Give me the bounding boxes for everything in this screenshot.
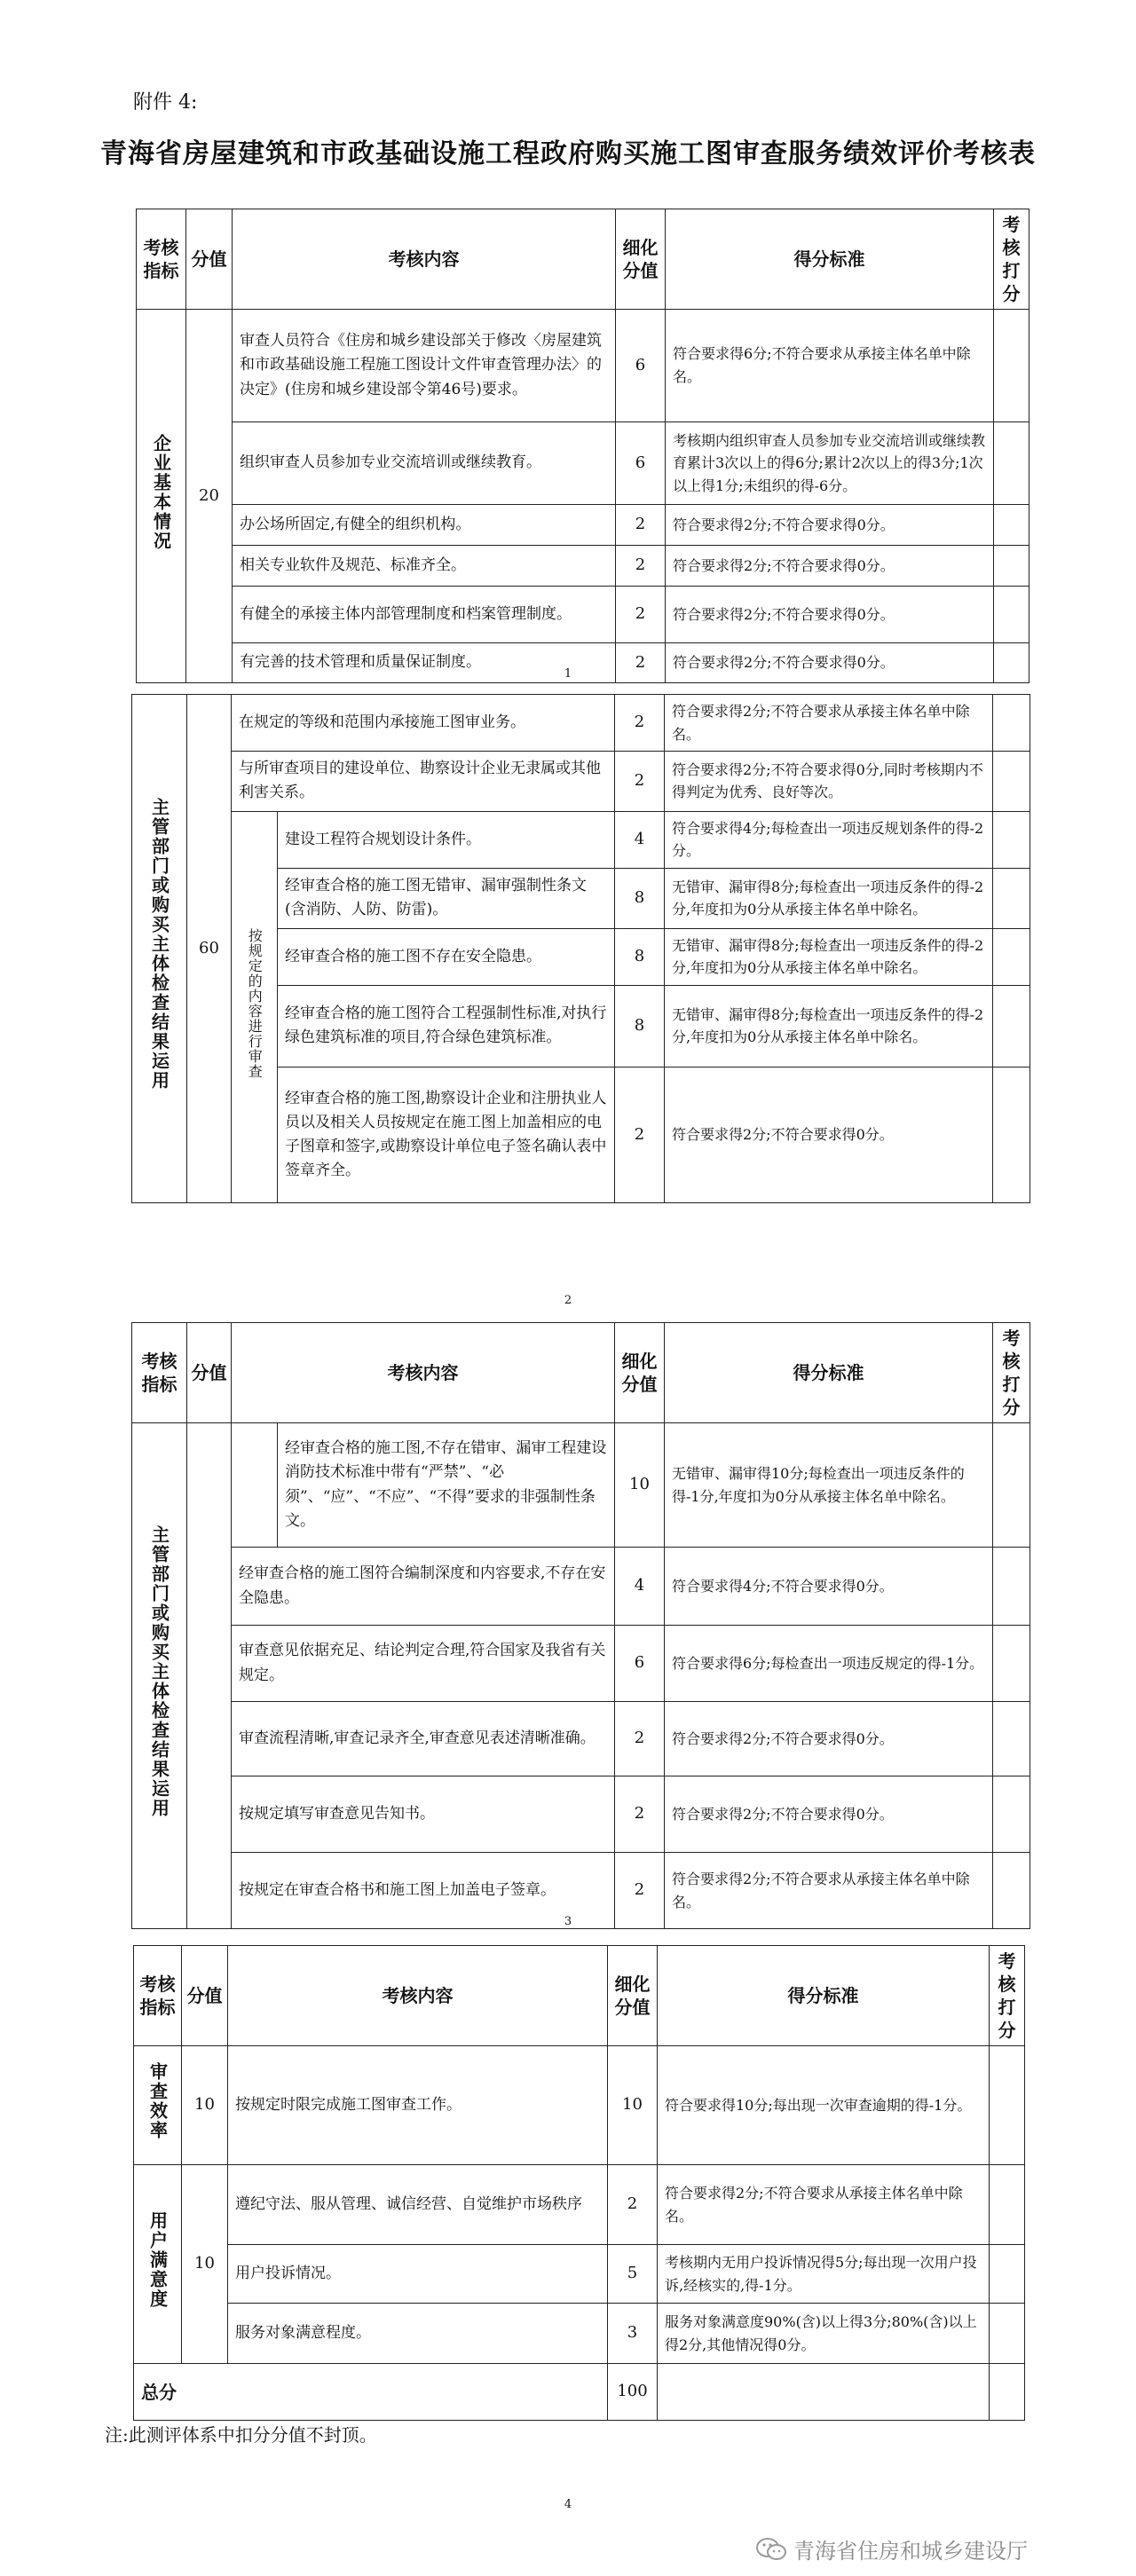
table-row: [137, 505, 1030, 546]
score-cell: 10: [182, 2165, 228, 2364]
criteria-cell: 无错审、漏审得8分;每检查出一项违反条件的得-2分,年度扣为0分从承接主体名单中除名。: [665, 928, 993, 985]
detail-score-cell: 2: [615, 1067, 665, 1202]
assess-score-cell[interactable]: [993, 1548, 1030, 1626]
indicator-cell: 主管部门或购买主体检查结果运用: [132, 1423, 187, 1929]
assess-score-cell[interactable]: [993, 752, 1030, 811]
content-cell: 遵纪守法、服从管理、诚信经营、自觉维护市场秩序: [228, 2165, 608, 2245]
detail-score-cell: 8: [615, 928, 665, 985]
header-score: 分值: [182, 1946, 228, 2046]
header-row: [137, 209, 1030, 310]
assess-score-cell[interactable]: [994, 587, 1030, 643]
table-row: [134, 2165, 1025, 2245]
content-cell: 按规定时限完成施工图审查工作。: [228, 2046, 608, 2165]
table-row: [132, 752, 1030, 811]
sub-indicator-cell: [232, 1423, 278, 1548]
table-row: [132, 1702, 1030, 1776]
criteria-cell: 符合要求得4分;每检查出一项违反规划条件的得-2分。: [665, 811, 993, 868]
assess-score-cell[interactable]: [993, 695, 1030, 752]
criteria-cell: 符合要求得6分;每检查出一项违反规定的得-1分。: [665, 1626, 993, 1702]
criteria-cell: 符合要求得2分;不符合要求得0分。: [666, 643, 994, 683]
content-cell: 审查人员符合《住房和城乡建设部关于修改〈房屋建筑和市政基础设施工程施工图设计文件审查管理办法〉的决定》(住房和城乡建设部令第46号)要求。: [233, 310, 616, 422]
header-detail-score: 细化分值: [608, 1946, 658, 2046]
header-content: 考核内容: [232, 1323, 615, 1423]
table-row: [137, 546, 1030, 587]
detail-score-cell: 2: [615, 1702, 665, 1776]
content-cell: 经审查合格的施工图,不存在错审、漏审工程建设消防技术标准中带有“严禁”、“必须”、“应”、“不应”、“不得”要求的非强制性条文。: [278, 1423, 615, 1548]
indicator-cell: 主管部门或购买主体检查结果运用: [132, 695, 187, 1203]
page-number: 1: [564, 667, 572, 681]
assess-score-cell[interactable]: [993, 1423, 1030, 1548]
detail-score-cell: 2: [616, 643, 666, 683]
total-criteria-cell: [658, 2364, 990, 2421]
content-cell: 用户投诉情况。: [228, 2245, 608, 2304]
page-number: 2: [564, 1294, 572, 1307]
header-assess-score: 考核打分: [990, 1946, 1025, 2046]
header-row: [132, 1323, 1030, 1423]
criteria-cell: 符合要求得4分;不符合要求得0分。: [665, 1548, 993, 1626]
detail-score-cell: 6: [616, 310, 666, 422]
criteria-cell: 无错审、漏审得10分;每检查出一项违反条件的得-1分,年度扣为0分从承接主体名单中除名。: [665, 1423, 993, 1548]
detail-score-cell: 2: [616, 505, 666, 546]
brand-name: 青海省住房和城乡建设厅: [793, 2539, 1028, 2564]
table-row: [134, 2304, 1025, 2364]
score-cell: [187, 1423, 232, 1929]
criteria-cell: 符合要求得2分;不符合要求从承接主体名单中除名。: [665, 1853, 993, 1929]
total-label: 总分: [134, 2364, 608, 2421]
total-assess-cell[interactable]: [990, 2364, 1025, 2421]
header-criteria: 得分标准: [665, 1323, 993, 1423]
detail-score-cell: 2: [615, 1853, 665, 1929]
content-cell: 组织审查人员参加专业交流培训或继续教育。: [233, 422, 616, 505]
criteria-cell: 考核期内无用户投诉情况得5分;每出现一次用户投诉,经核实的,得-1分。: [658, 2245, 990, 2304]
table-row: [137, 587, 1030, 643]
table-row: [134, 2245, 1025, 2304]
content-cell: 有健全的承接主体内部管理制度和档案管理制度。: [233, 587, 616, 643]
sub-indicator-cell: 按规定的内容进行审查: [232, 811, 278, 1202]
assess-score-cell[interactable]: [990, 2165, 1025, 2245]
header-content: 考核内容: [228, 1946, 608, 2046]
criteria-cell: 符合要求得6分;不符合要求从承接主体名单中除名。: [666, 310, 994, 422]
assess-score-cell[interactable]: [990, 2304, 1025, 2364]
detail-score-cell: 4: [615, 1548, 665, 1626]
indicator-cell: 审查效率: [134, 2046, 182, 2165]
page-number: 4: [564, 2498, 572, 2511]
assess-score-cell[interactable]: [993, 985, 1030, 1067]
header-indicator: 考核指标: [132, 1323, 187, 1423]
annex-label: 附件 4:: [133, 91, 198, 114]
table-row: [137, 310, 1030, 422]
header-detail-score: 细化分值: [616, 209, 666, 310]
criteria-cell: 符合要求得2分;不符合要求得0分。: [666, 587, 994, 643]
assess-score-cell[interactable]: [994, 310, 1030, 422]
content-cell: 经审查合格的施工图不存在安全隐患。: [278, 928, 615, 985]
criteria-cell: 符合要求得2分;不符合要求得0分。: [665, 1702, 993, 1776]
content-cell: 相关专业软件及规范、标准齐全。: [233, 546, 616, 587]
header-indicator: 考核指标: [137, 209, 186, 310]
footnote: 注:此测评体系中扣分分值不封顶。: [105, 2424, 377, 2446]
detail-score-cell: 8: [615, 868, 665, 928]
table-row: [134, 2046, 1025, 2165]
detail-score-cell: 2: [608, 2165, 658, 2245]
table-row: [132, 811, 1030, 868]
wechat-icon: [756, 2537, 786, 2562]
detail-score-cell: 4: [615, 811, 665, 868]
detail-score-cell: 5: [608, 2245, 658, 2304]
assess-score-cell[interactable]: [993, 1776, 1030, 1853]
assess-score-cell[interactable]: [994, 546, 1030, 587]
criteria-cell: 符合要求得10分;每出现一次审查逾期的得-1分。: [658, 2046, 990, 2165]
table-row: [137, 422, 1030, 505]
content-cell: 有完善的技术管理和质量保证制度。: [233, 643, 616, 683]
content-cell: 建设工程符合规划设计条件。: [278, 811, 615, 868]
content-cell: 在规定的等级和范围内承接施工图审业务。: [232, 695, 615, 752]
criteria-cell: 符合要求得2分;不符合要求得0分。: [665, 1776, 993, 1853]
document-title: 青海省房屋建筑和市政基础设施工程政府购买施工图审查服务绩效评价考核表: [100, 138, 1036, 169]
assess-score-cell[interactable]: [993, 868, 1030, 928]
criteria-cell: 符合要求得2分;不符合要求得0分。: [666, 505, 994, 546]
indicator-cell: 企业基本情况: [137, 310, 186, 683]
header-score: 分值: [187, 1323, 232, 1423]
watermark-brand: [756, 2533, 1028, 2564]
header-criteria: 得分标准: [658, 1946, 990, 2046]
detail-score-cell: 6: [615, 1626, 665, 1702]
table-row: [132, 1548, 1030, 1626]
content-cell: 经审查合格的施工图符合编制深度和内容要求,不存在安全隐患。: [232, 1548, 615, 1626]
assess-score-cell[interactable]: [994, 422, 1030, 505]
header-content: 考核内容: [233, 209, 616, 310]
content-cell: 与所审查项目的建设单位、勘察设计企业无隶属或其他利害关系。: [232, 752, 615, 811]
assess-score-cell[interactable]: [990, 2245, 1025, 2304]
detail-score-cell: 10: [615, 1423, 665, 1548]
assess-score-cell[interactable]: [994, 505, 1030, 546]
detail-score-cell: 2: [616, 587, 666, 643]
criteria-cell: 符合要求得2分;不符合要求得0分,同时考核期内不得判定为优秀、良好等次。: [665, 752, 993, 811]
table-page-3: [131, 1322, 1030, 1929]
detail-score-cell: 3: [608, 2304, 658, 2364]
indicator-cell: 用户满意度: [134, 2165, 182, 2364]
table-row: [132, 1626, 1030, 1702]
table-row: [132, 695, 1030, 752]
content-cell: 审查意见依据充足、结论判定合理,符合国家及我省有关规定。: [232, 1626, 615, 1702]
content-cell: 服务对象满意程度。: [228, 2304, 608, 2364]
content-cell: 审查流程清晰,审查记录齐全,审查意见表述清晰准确。: [232, 1702, 615, 1776]
assess-score-cell[interactable]: [993, 1702, 1030, 1776]
assess-score-cell[interactable]: [993, 928, 1030, 985]
table-page-1: [136, 209, 1030, 683]
detail-score-cell: 2: [615, 1776, 665, 1853]
criteria-cell: 符合要求得2分;不符合要求得0分。: [665, 1067, 993, 1202]
detail-score-cell: 2: [615, 752, 665, 811]
header-criteria: 得分标准: [666, 209, 994, 310]
detail-score-cell: 8: [615, 985, 665, 1067]
content-cell: 经审查合格的施工图,勘察设计企业和注册执业人员以及相关人员按规定在施工图上加盖相应的电子图章和签字,或勘察设计单位电子签名确认表中签章齐全。: [278, 1067, 615, 1202]
criteria-cell: 考核期内组织审查人员参加专业交流培训或继续教育累计3次以上的得6分;累计2次以上的得3分;1次以上得1分;未组织的得-6分。: [666, 422, 994, 505]
assess-score-cell[interactable]: [990, 2046, 1025, 2165]
content-cell: 经审查合格的施工图无错审、漏审强制性条文(含消防、人防、防雷)。: [278, 868, 615, 928]
detail-score-cell: 2: [615, 695, 665, 752]
assess-score-cell[interactable]: [993, 1626, 1030, 1702]
total-row: [134, 2364, 1025, 2421]
header-detail-score: 细化分值: [615, 1323, 665, 1423]
header-indicator: 考核指标: [134, 1946, 182, 2046]
header-assess-score: 考核打分: [994, 209, 1030, 310]
detail-score-cell: 2: [616, 546, 666, 587]
criteria-cell: 符合要求得2分;不符合要求从承接主体名单中除名。: [665, 695, 993, 752]
score-cell: 10: [182, 2046, 228, 2165]
score-cell: 60: [187, 695, 232, 1203]
table-page-2: [131, 694, 1030, 1203]
criteria-cell: 无错审、漏审得8分;每检查出一项违反条件的得-2分,年度扣为0分从承接主体名单中除名。: [665, 985, 993, 1067]
content-cell: 办公场所固定,有健全的组织机构。: [233, 505, 616, 546]
detail-score-cell: 10: [608, 2046, 658, 2165]
table-row: [132, 1776, 1030, 1853]
total-value: 100: [608, 2364, 658, 2421]
header-assess-score: 考核打分: [993, 1323, 1030, 1423]
table-page-4: [133, 1945, 1025, 2421]
score-cell: 20: [186, 310, 233, 683]
content-cell: 经审查合格的施工图符合工程强制性标准,对执行绿色建筑标准的项目,符合绿色建筑标准。: [278, 985, 615, 1067]
header-row: [134, 1946, 1025, 2046]
assess-score-cell[interactable]: [993, 811, 1030, 868]
detail-score-cell: 6: [616, 422, 666, 505]
criteria-cell: 符合要求得2分;不符合要求从承接主体名单中除名。: [658, 2165, 990, 2245]
content-cell: 按规定填写审查意见告知书。: [232, 1776, 615, 1853]
assess-score-cell[interactable]: [993, 1067, 1030, 1202]
criteria-cell: 服务对象满意度90%(含)以上得3分;80%(含)以上得2分,其他情况得0分。: [658, 2304, 990, 2364]
content-cell: 按规定在审查合格书和施工图上加盖电子签章。: [232, 1853, 615, 1929]
criteria-cell: 无错审、漏审得8分;每检查出一项违反条件的得-2分,年度扣为0分从承接主体名单中除名。: [665, 868, 993, 928]
criteria-cell: 符合要求得2分;不符合要求得0分。: [666, 546, 994, 587]
header-score: 分值: [186, 209, 233, 310]
page-number: 3: [564, 1915, 572, 1928]
table-row: [132, 1423, 1030, 1548]
